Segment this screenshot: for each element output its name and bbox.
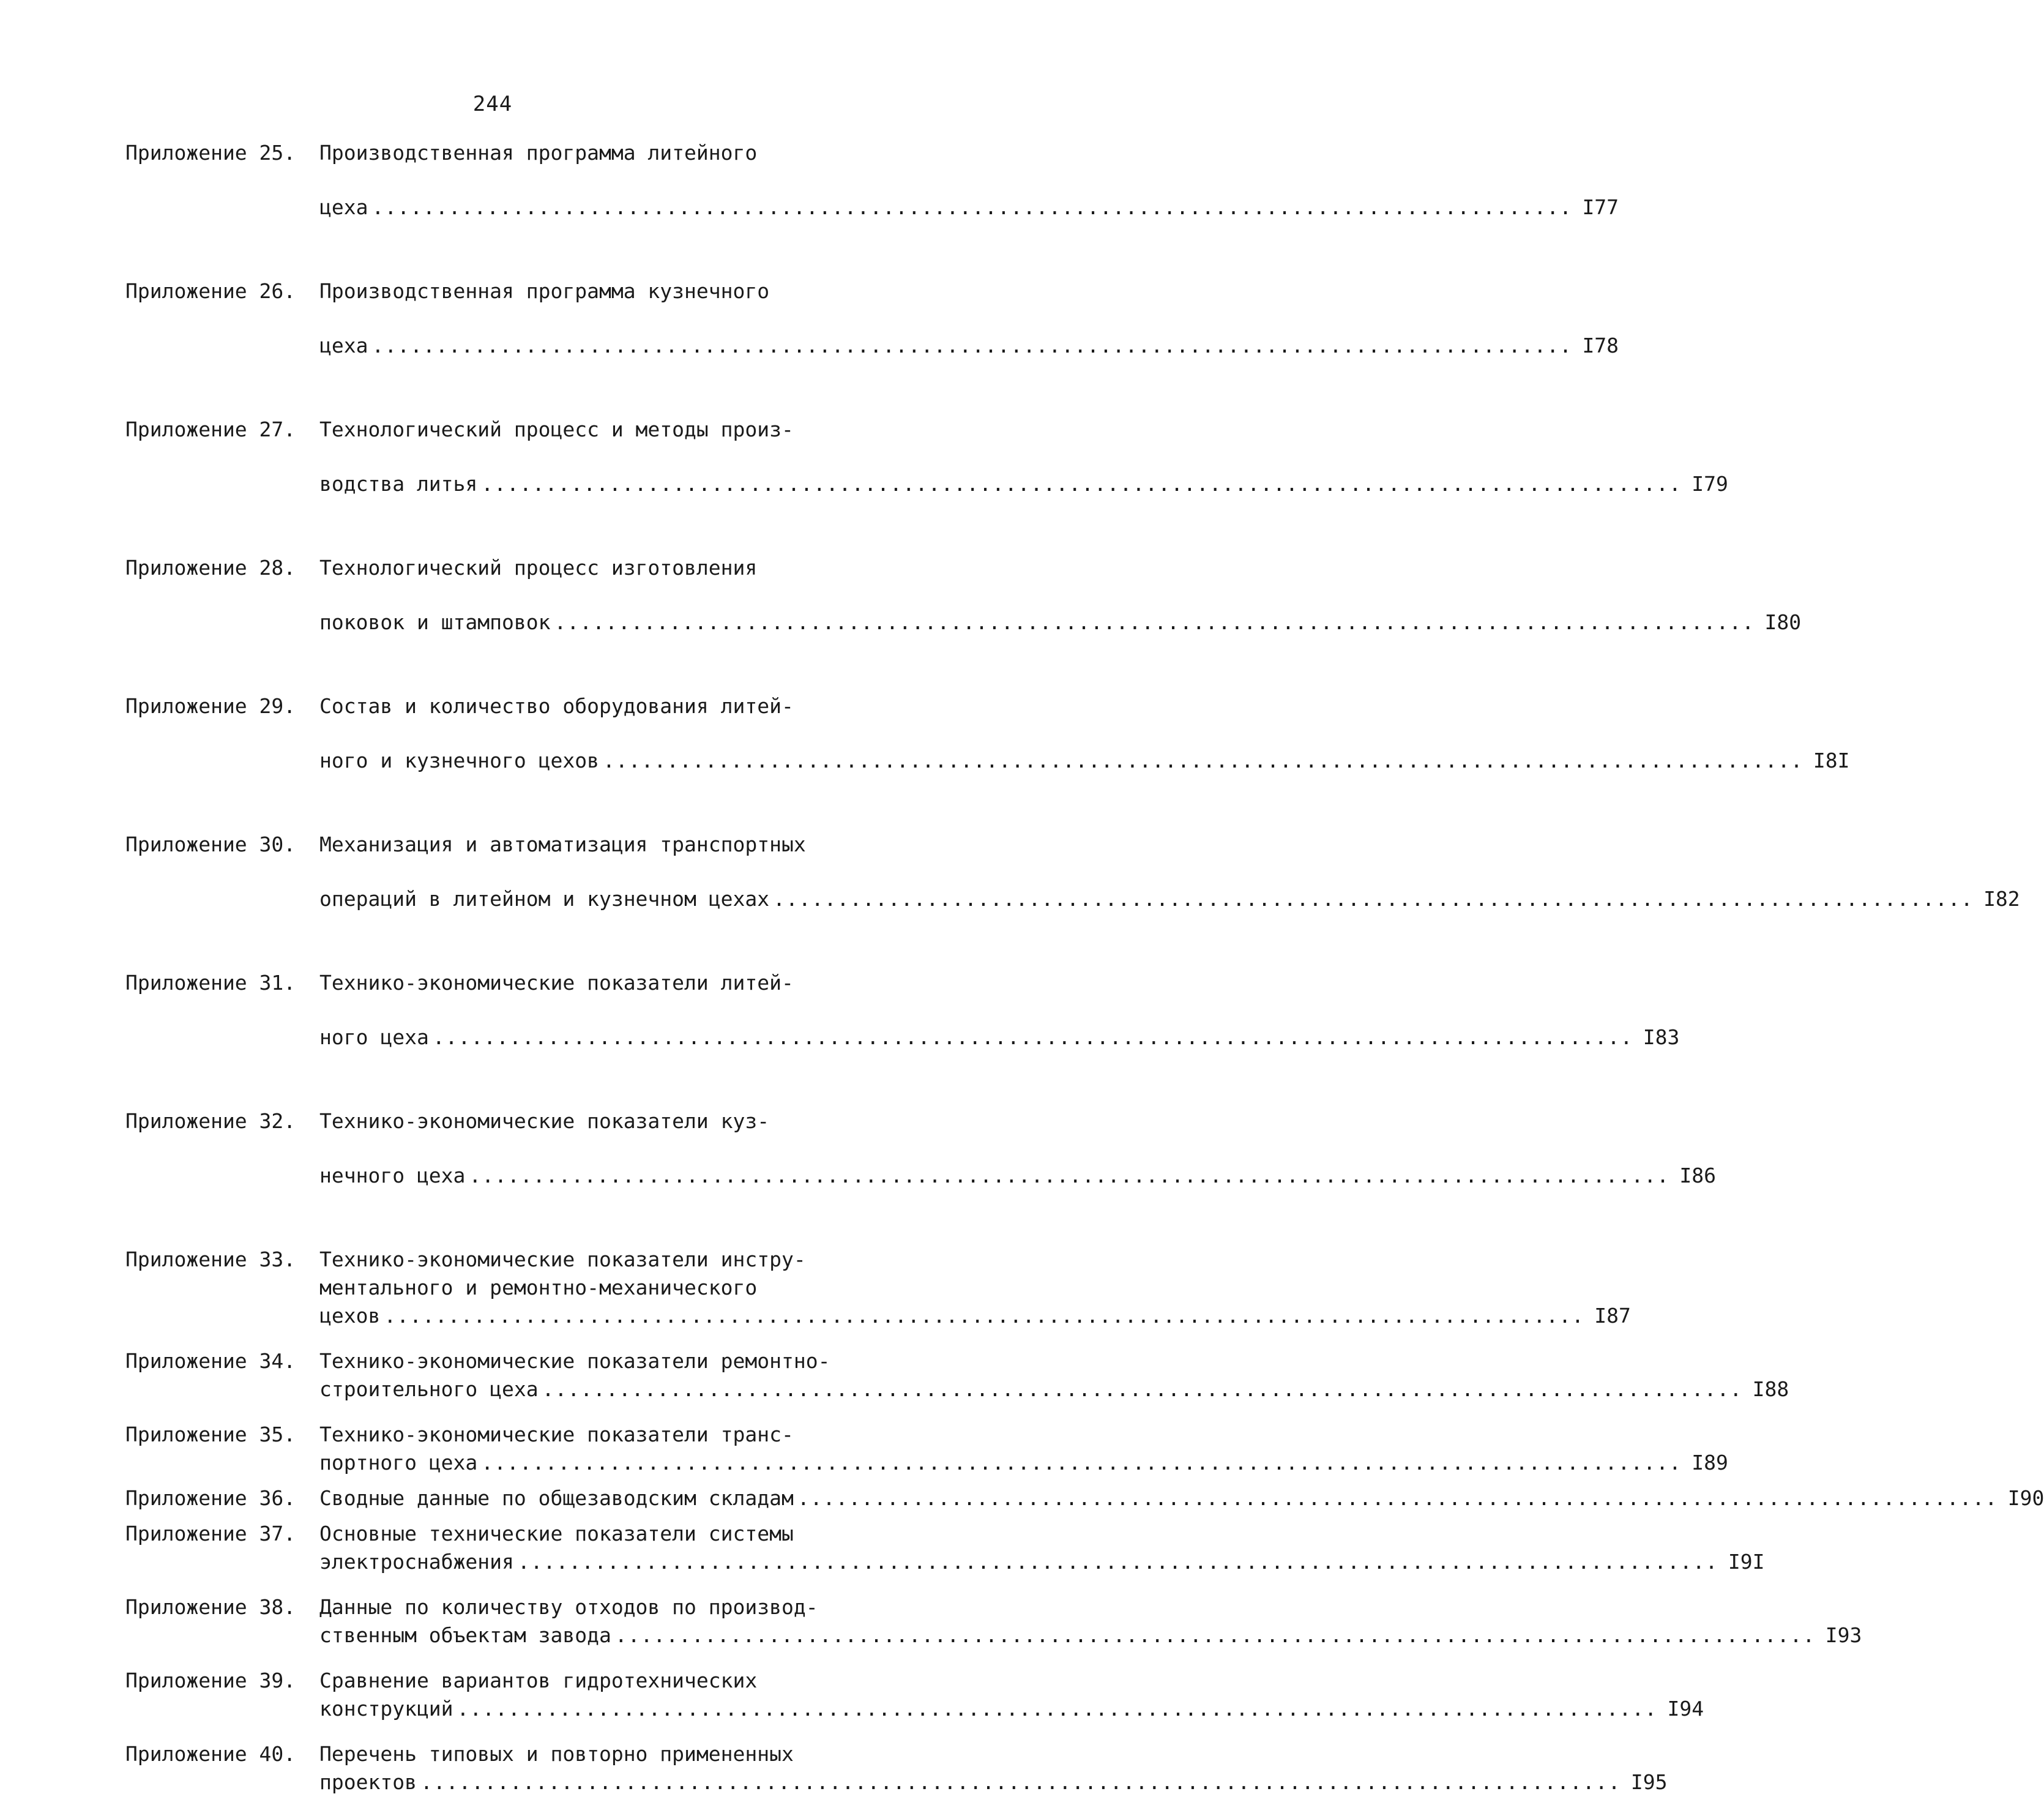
appendix-title-line: Перечень типовых и повторно примененных	[319, 1742, 794, 1766]
dot-leader: ..............................................................................................	[542, 1377, 1743, 1401]
dot-leader: ..............................................................................................	[517, 1550, 1718, 1574]
appendix-title-line: ного и кузнечного цехов	[319, 749, 599, 772]
dot-leader: ..............................................................................................	[469, 1164, 1669, 1187]
page-reference: I83	[1643, 1025, 1680, 1049]
appendix-title-line: Механизация и автоматизация транспортных	[319, 832, 806, 856]
page-reference: I95	[1630, 1770, 1668, 1794]
appendix-last-line	[319, 1304, 1631, 1328]
appendix-last-line	[319, 1623, 1862, 1647]
appendix-title-line: ного цеха	[319, 1025, 429, 1049]
dot-leader: ..............................................................................................	[432, 1025, 1633, 1049]
appendix-title-line: цехов	[319, 1304, 381, 1328]
appendix-label: Приложение 31.	[125, 971, 296, 995]
appendix-title-line: цеха	[319, 334, 368, 357]
appendix-last-line	[319, 749, 1850, 772]
appendix-title-line: проектов	[319, 1770, 417, 1794]
appendix-last-line	[319, 1550, 1765, 1574]
appendix-label: Приложение 38.	[125, 1595, 296, 1619]
page-reference: I89	[1692, 1451, 1728, 1474]
appendix-title-line: Технико-экономические показатели литей-	[319, 971, 794, 995]
appendix-label: Приложение 37.	[125, 1522, 296, 1545]
dot-leader: ..............................................................................................	[602, 749, 1803, 772]
appendix-title-line: Данные по количеству отходов по производ-	[319, 1595, 818, 1619]
appendix-label: Приложение 25.	[125, 141, 296, 165]
appendix-label: Приложение 34.	[125, 1349, 296, 1373]
appendix-title-line: конструкций	[319, 1697, 453, 1721]
appendix-title-line: Основные технические показатели системы	[319, 1522, 794, 1545]
appendix-title-line: строительного цеха	[319, 1377, 539, 1401]
appendix-title-line: операций в литейном и кузнечном цехах	[319, 887, 770, 911]
appendix-title-line: электроснабжения	[319, 1550, 514, 1574]
appendix-label: Приложение 33.	[125, 1247, 296, 1271]
page-reference: I94	[1667, 1697, 1704, 1721]
dot-leader: ..............................................................................................	[797, 1486, 1998, 1510]
appendix-label: Приложение 40.	[125, 1742, 296, 1766]
page-reference: I77	[1582, 195, 1619, 219]
page-reference: I86	[1679, 1164, 1716, 1187]
appendix-last-line	[319, 1770, 1668, 1794]
appendix-label: Приложение 32.	[125, 1109, 296, 1133]
appendix-last-line	[319, 1377, 1789, 1401]
appendix-title-line: Технико-экономические показатели инстру-	[319, 1247, 806, 1271]
appendix-title-line: Технико-экономические показатели куз-	[319, 1109, 770, 1133]
appendix-label: Приложение 28.	[125, 556, 296, 580]
page-reference: I9I	[1728, 1550, 1765, 1574]
appendix-title-line: Производственная программа кузнечного	[319, 279, 770, 303]
page-reference: I87	[1594, 1304, 1631, 1328]
appendix-label: Приложение 36.	[125, 1486, 296, 1510]
page-reference: I8I	[1813, 749, 1850, 772]
appendix-title-line: Производственная программа литейного	[319, 141, 758, 165]
appendix-title-line: портного цеха	[319, 1451, 478, 1474]
page-reference: I78	[1582, 334, 1619, 357]
page-reference: I90	[2007, 1486, 2044, 1510]
dot-leader: ..............................................................................................	[481, 1451, 1682, 1474]
appendix-title-line: Технико-экономические показатели транс-	[319, 1422, 794, 1446]
appendix-label: Приложение 30.	[125, 832, 296, 856]
appendix-title-line: цеха	[319, 195, 368, 219]
appendix-last-line	[319, 1486, 2044, 1510]
appendix-label: Приложение 27.	[125, 417, 296, 441]
page-reference: I79	[1692, 472, 1728, 496]
appendix-title-line: Технологический процесс изготовления	[319, 556, 758, 580]
appendix-last-line	[319, 610, 1802, 634]
appendix-title-line: Технологический процесс и методы произ-	[319, 417, 794, 441]
dot-leader: ..............................................................................................	[773, 887, 1974, 911]
appendix-last-line	[319, 472, 1728, 496]
appendix-label: Приложение 26.	[125, 279, 296, 303]
appendix-title-line: Технико-экономические показатели ремонтно-	[319, 1349, 830, 1373]
page-reference: I93	[1825, 1623, 1862, 1647]
dot-leader: ..............................................................................................	[481, 472, 1682, 496]
appendix-last-line	[319, 1451, 1728, 1474]
appendix-title-line: Сравнение вариантов гидротехнических	[319, 1669, 758, 1692]
appendix-title-line: нечного цеха	[319, 1164, 466, 1187]
page-reference: I80	[1764, 610, 1802, 634]
appendix-title-line: Состав и количество оборудования литей-	[319, 694, 794, 718]
dot-leader: ..............................................................................................	[420, 1770, 1621, 1794]
appendix-last-line	[319, 1164, 1716, 1187]
dot-leader: ..............................................................................................	[371, 334, 1573, 357]
appendix-title-line: водства литья	[319, 472, 478, 496]
appendix-label: Приложение 35.	[125, 1422, 296, 1446]
dot-leader: ..............................................................................................	[384, 1304, 1584, 1328]
page-reference: I88	[1752, 1377, 1789, 1401]
appendix-last-line	[319, 887, 2020, 911]
appendix-last-line	[319, 1697, 1704, 1721]
appendix-title-line: ментального и ремонтно-механического	[319, 1276, 758, 1299]
appendix-title-line: Сводные данные по общезаводским складам	[319, 1486, 794, 1510]
appendix-last-line	[319, 195, 1619, 219]
appendix-last-line	[319, 1025, 1680, 1049]
appendix-label: Приложение 29.	[125, 694, 296, 718]
page-number: 244	[472, 92, 513, 116]
dot-leader: ..............................................................................................	[614, 1623, 1816, 1647]
dot-leader: ..............................................................................................	[371, 195, 1573, 219]
dot-leader: ..............................................................................................	[457, 1697, 1658, 1721]
page-reference: I82	[1983, 887, 2020, 911]
dot-leader: ..............................................................................................	[554, 610, 1755, 634]
appendix-last-line	[319, 334, 1619, 357]
appendix-label: Приложение 39.	[125, 1669, 296, 1692]
appendix-title-line: ственным объектам завода	[319, 1623, 611, 1647]
appendix-title-line: поковок и штамповок	[319, 610, 551, 634]
